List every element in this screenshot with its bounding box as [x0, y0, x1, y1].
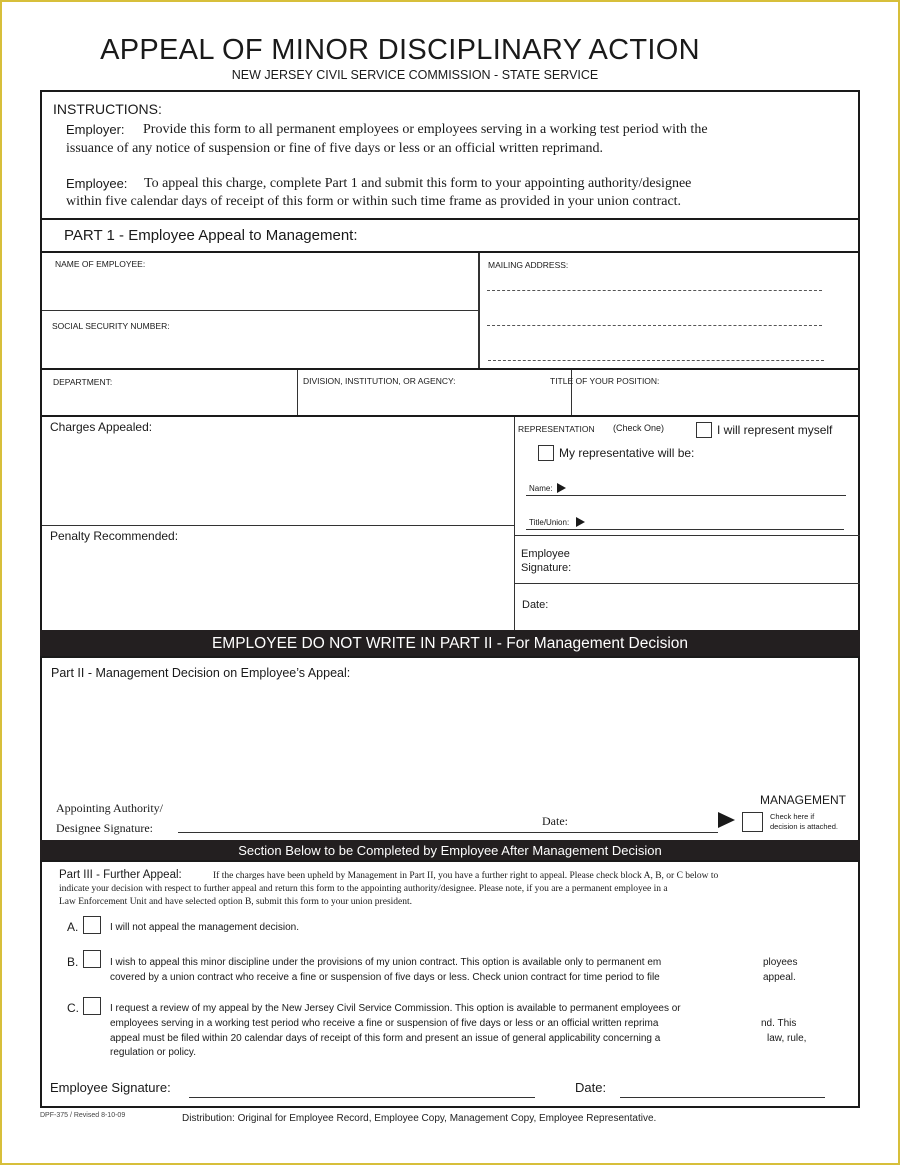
- part3-intro-1: If the charges have been upheld by Management in Part II, you have a further right to appeal. Please check block A, B, or C below to: [213, 871, 719, 881]
- form-title: APPEAL OF MINOR DISCIPLINARY ACTION: [100, 34, 700, 66]
- option-b-checkbox[interactable]: [83, 950, 101, 968]
- department-field[interactable]: [48, 390, 292, 414]
- part2-heading: Part II - Management Decision on Employee’s Appeal:: [51, 666, 351, 680]
- mailing-address-line-3[interactable]: [488, 360, 824, 361]
- part1-heading: PART 1 - Employee Appeal to Management:: [64, 227, 358, 244]
- decision-attached-label: Check here if decision is attached.: [770, 812, 838, 831]
- ssn-label: SOCIAL SECURITY NUMBER:: [52, 321, 170, 331]
- option-c-line-2: employees serving in a working test period who receive a fine or suspension of five days or less or an official written reprima: [110, 1018, 659, 1029]
- part3-intro-2: indicate your decision with respect to further appeal and return this form to the appointing authority/designee. Please note, if you are a permanent employee in a: [59, 884, 668, 894]
- employee-signature-label: Employee Signature:: [521, 548, 572, 574]
- charges-label: Charges Appealed:: [50, 420, 153, 434]
- rep-name-arrow-icon: [557, 483, 566, 493]
- represent-myself-checkbox[interactable]: [696, 422, 712, 438]
- check-one-label: (Check One): [613, 423, 665, 433]
- option-b-letter: B.: [67, 955, 79, 969]
- part3-intro-3: Law Enforcement Unit and have selected option B, submit this form to your union president.: [59, 897, 413, 907]
- rep-title-union-line[interactable]: [526, 529, 844, 530]
- mailing-address-line-2[interactable]: [487, 325, 822, 326]
- part3-box: [40, 860, 860, 1108]
- part1-heading-box: [40, 218, 860, 253]
- option-c-line-3: appeal must be filed within 20 calendar days of receipt of this form and present an issue of general applicability concerning a: [110, 1033, 661, 1044]
- department-row: [40, 368, 860, 417]
- mailing-address-line-1[interactable]: [487, 290, 822, 291]
- part3-banner: Section Below to be Completed by Employee After Management Decision: [40, 840, 860, 862]
- part3-date-line[interactable]: [620, 1097, 825, 1098]
- part2-box: [40, 656, 860, 842]
- option-c-tail-2: law, rule,: [767, 1033, 807, 1044]
- management-decision-field[interactable]: [52, 684, 852, 794]
- part3-employee-signature-line[interactable]: [189, 1097, 535, 1098]
- rep-name-label: Name:: [529, 484, 553, 493]
- option-b-tail-1: ployees: [763, 957, 798, 968]
- option-a-letter: A.: [67, 920, 79, 934]
- option-c-checkbox[interactable]: [83, 997, 101, 1015]
- penalty-label: Penalty Recommended:: [50, 529, 179, 543]
- employer-text-1: Provide this form to all permanent employees or employees serving in a working test period with the: [143, 122, 708, 137]
- designee-signature-line[interactable]: [178, 832, 718, 833]
- rep-title-union-label: Title/Union:: [529, 518, 570, 527]
- employee-signature-field[interactable]: [582, 542, 852, 582]
- part2-banner: EMPLOYEE DO NOT WRITE IN PART II - For Management Decision: [40, 630, 860, 658]
- employer-text-2: issuance of any notice of suspension or fine of five days or less or an official written reprimand.: [66, 141, 604, 156]
- name-field[interactable]: [48, 271, 473, 307]
- ssn-field[interactable]: [48, 333, 473, 367]
- representation-label: REPRESENTATION: [518, 424, 595, 434]
- rep-title-union-arrow-icon: [576, 517, 585, 527]
- option-c-letter: C.: [67, 1001, 79, 1015]
- form-subtitle: NEW JERSEY CIVIL SERVICE COMMISSION - STATE SERVICE: [231, 68, 599, 82]
- represent-myself-label: I will represent myself: [717, 423, 833, 437]
- rep-name-line[interactable]: [526, 495, 846, 496]
- option-a-text: I will not appeal the management decision.: [110, 922, 300, 933]
- distribution-note: Distribution: Original for Employee Record, Employee Copy, Management Copy, Employee Representative.: [182, 1113, 657, 1124]
- option-a-checkbox[interactable]: [83, 916, 101, 934]
- employee-info-box: [40, 251, 860, 370]
- option-c-line-1: I request a review of my appeal by the New Jersey Civil Service Commission. This option is available to permanent employees or: [110, 1003, 681, 1014]
- penalty-field[interactable]: [48, 545, 508, 627]
- part3-heading: Part III - Further Appeal:: [59, 869, 182, 881]
- representative-label: My representative will be:: [559, 446, 695, 460]
- employee-text-2: within five calendar days of receipt of this form or within such time frame as provided in your union contract.: [66, 194, 682, 209]
- division-label: DIVISION, INSTITUTION, OR AGENCY:: [303, 376, 456, 386]
- charges-field[interactable]: [48, 437, 508, 521]
- division-field[interactable]: [302, 390, 566, 414]
- option-c-tail-1: nd. This: [761, 1018, 797, 1029]
- part3-employee-signature-label: Employee Signature:: [50, 1080, 171, 1095]
- charges-box: [40, 415, 860, 632]
- position-title-field[interactable]: [576, 390, 854, 414]
- name-label: NAME OF EMPLOYEE:: [55, 259, 146, 269]
- management-label: MANAGEMENT: [760, 793, 847, 807]
- instructions-heading: INSTRUCTIONS:: [53, 101, 162, 117]
- employee-text-1: To appeal this charge, complete Part 1 and submit this form to your appointing authority/designee: [144, 176, 692, 191]
- mailing-address-label: MAILING ADDRESS:: [488, 260, 569, 270]
- appointing-authority-label: Appointing Authority/: [56, 801, 164, 815]
- decision-attached-arrow-icon: [718, 812, 735, 828]
- part2-date-label: Date:: [542, 814, 568, 828]
- option-b-line-2: covered by a union contract who receive a fine or suspension of five days or less. Check union contract for time period to file: [110, 972, 660, 983]
- employee-label: Employee:: [66, 176, 128, 191]
- position-title-label: TITLE OF YOUR POSITION:: [550, 376, 660, 386]
- form-id: DPF-375 / Revised 8-10-09: [40, 1112, 126, 1119]
- option-b-line-1: I wish to appeal this minor discipline under the provisions of my union contract. This option is available only to permanent em: [110, 957, 662, 968]
- part1-date-label: Date:: [522, 599, 549, 611]
- part3-date-label: Date:: [575, 1080, 607, 1095]
- representative-checkbox[interactable]: [538, 445, 554, 461]
- department-label: DEPARTMENT:: [53, 377, 113, 387]
- designee-signature-label: Designee Signature:: [56, 821, 153, 835]
- option-b-tail-2: appeal.: [763, 972, 796, 983]
- part1-date-field[interactable]: [552, 589, 852, 627]
- employer-label: Employer:: [66, 122, 125, 137]
- option-c-line-4: regulation or policy.: [110, 1047, 196, 1058]
- decision-attached-checkbox[interactable]: [742, 812, 763, 832]
- instructions-box: [40, 90, 860, 220]
